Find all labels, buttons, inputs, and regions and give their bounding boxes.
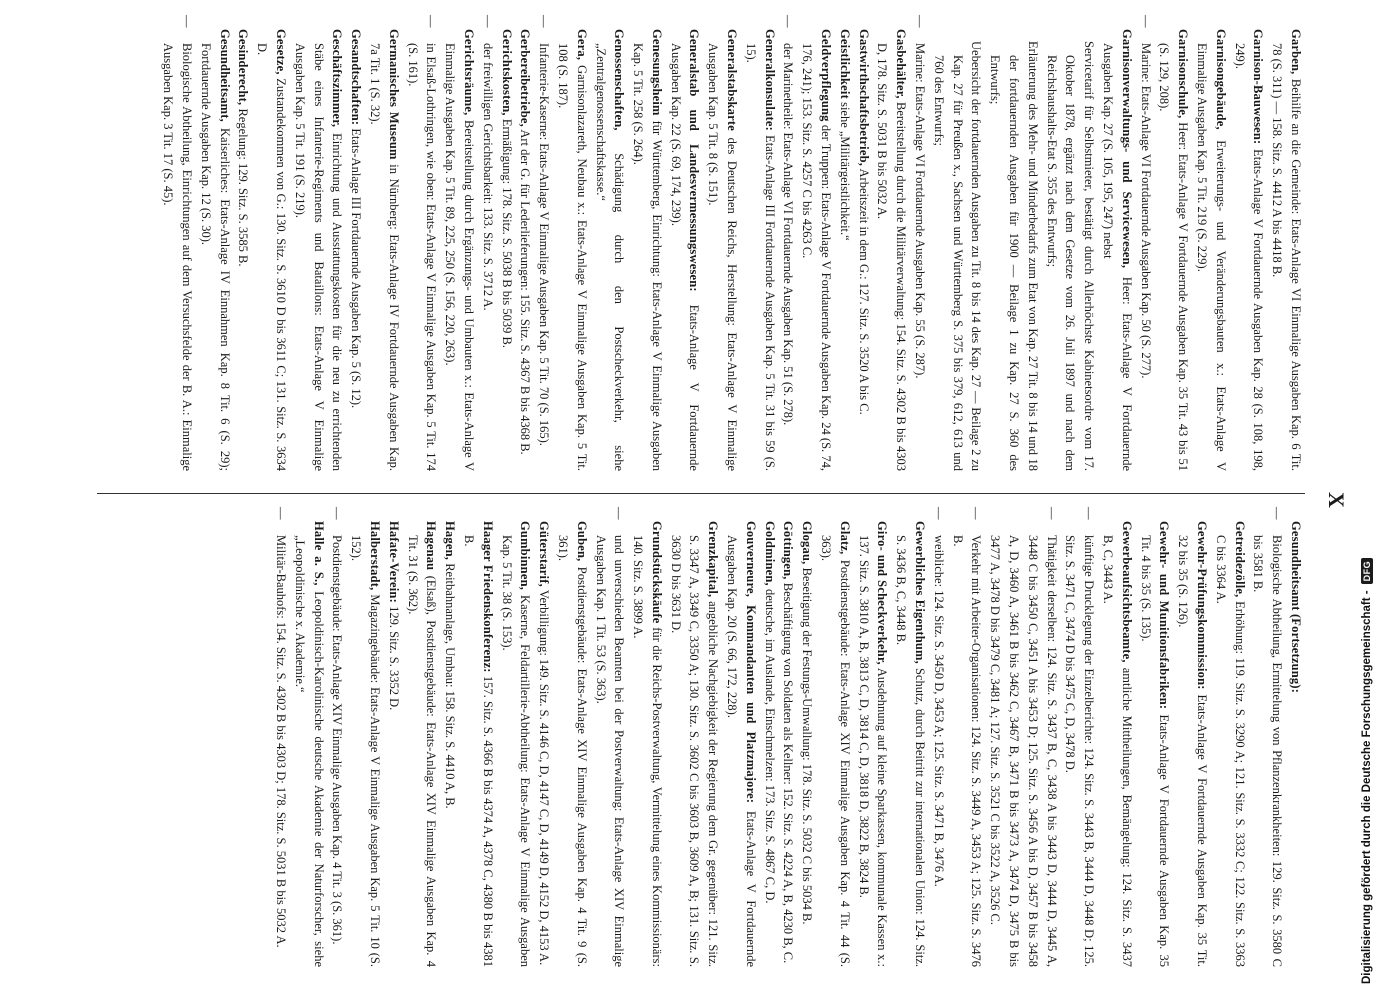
index-entry <box>459 521 497 967</box>
index-references: Postdienstgebäude: Etats-Anlage XIV Einmalige Ausgaben Kap. 4 Tit. 44 (S. 363). <box>818 535 852 968</box>
index-references: 129. Sitz. S. 3352 D. <box>386 606 401 711</box>
index-references: Biologische Abtheilung, Ermittelung von Pflanzenkrankheiten: 129. Sitz. S. 3580 C bis 3581 B. <box>1250 535 1284 967</box>
index-entry <box>947 507 985 967</box>
index-entry <box>665 521 721 967</box>
index-term: Garnison-Bauwesen: <box>1250 29 1265 145</box>
index-term: Gerichtsräume, <box>461 29 476 116</box>
index-term: Grundstückskäufe <box>649 521 664 624</box>
index-references: Etats-Anlage V Fortdauernde Ausgaben Kap. 35 Tit. 32 bis 35 (S. 126). <box>1175 535 1209 968</box>
index-entry <box>1098 29 1136 471</box>
index-entry <box>853 521 891 967</box>
index-references: Etats-Anlage V Fortdauernde Ausgaben Kap. 28 (S. 108, 198, 249). <box>1232 43 1265 472</box>
index-references: und unverschieden Beamten bei der Postverwaltung: Etats-Anlage XIV Einmalige Ausgaben Kap. 1 Tit. 53 (S. 363). <box>593 535 626 967</box>
index-references: der Marinetheile: Etats-Anlage VI Fortdauernde Ausgaben Kap. 51 (S. 278). <box>780 43 795 426</box>
index-term: Generalstabskarte <box>724 29 739 131</box>
index-entry <box>1060 507 1098 967</box>
index-term: Gumbinnen, <box>517 521 532 591</box>
index-references: Uebersicht der fortdauernden Ausgaben zu Tit. 8 bis 14 des Kap. 27 — Beilage 2 zu Kap. 27 für Preußen x., Sachsen und Württemberg S. 375 bis 379, 612, 613 und 760 des Entwurfs; <box>931 41 983 471</box>
index-entry <box>778 521 797 967</box>
index-term: Göttingen, <box>780 521 795 580</box>
continuation-dash: — <box>611 507 626 520</box>
index-references: Verkehr mit Arbeiter-Organisationen: 124. Sitz. S. 3449 A, 3453 A; 125. Sitz. S. 3476 B. <box>950 535 983 967</box>
index-entry <box>665 29 703 471</box>
continuation-dash: — <box>968 507 983 520</box>
index-term: Gerichtskosten, <box>499 29 514 116</box>
index-entry <box>402 15 440 471</box>
index-entry <box>365 29 403 471</box>
index-term: Gera, <box>574 29 589 61</box>
index-entry <box>590 507 628 967</box>
index-entry <box>910 15 929 471</box>
index-term: Grenzkapital, <box>705 521 720 598</box>
index-entry <box>346 29 365 471</box>
index-references: Beihilfe an die Gemeinde: Etats-Anlage VI Einmalige Ausgaben Kap. 6 Tit. 78 (S. 311) — 158. Sitz. S. 4412 A bis 4418 B. <box>1269 43 1303 472</box>
index-entry <box>778 15 797 471</box>
index-term: Gouverneure, Kommandanten und Platzmajore: <box>743 521 758 804</box>
index-references: Reitbahnanlage, Umbau: 158. Sitz. S. 4410 A, B. <box>442 563 457 809</box>
continuation-dash: — <box>329 507 344 520</box>
index-entry <box>553 521 591 967</box>
index-term: Germanisches Museum <box>386 29 401 160</box>
dfg-logo: DFG <box>1361 558 1373 585</box>
index-references: Infanterie-Kaserne: Etats-Anlage V Einmalige Ausgaben Kap. 5 Tit. 70 (S. 165). <box>536 43 551 446</box>
index-references: des Deutschen Reichs, Herstellung: Etats-Anlage V Einmalige Ausgaben Kap. 5 Tit. 8 (S. 151). <box>705 43 739 472</box>
index-references: Heer: Etats-Anlage V Fortdauernde Ausgaben Kap. 27 (S. 105, 195, 247) nebst <box>1100 43 1134 472</box>
index-entry <box>835 29 854 471</box>
index-entry <box>1267 29 1305 471</box>
index-term: Hagenau <box>423 521 438 571</box>
index-references: Zustandekommen von G.: 130. Sitz. S. 3610 D bis 3611 C; 131. Sitz. S. 3634 D. <box>254 43 288 471</box>
index-entry <box>985 507 1060 967</box>
index-term: Getreidezölle, <box>1232 521 1247 598</box>
index-references: Schutz, durch Beitritt zur internationalen Union: 124. Sitz. S. 3436 B, C, 3448 B. <box>893 535 927 968</box>
index-references: Bereitstellung durch Ergänzungs- und Umbauten x.: Etats-Anlage V Einmalige Ausgaben Kap. 5 Tit. 89, 225, 250 (S. 156, 220, 263). <box>442 43 476 471</box>
index-term: Guben, <box>574 521 589 562</box>
index-term: Garben, <box>1288 29 1303 75</box>
index-references: Verbilligung: 149. Sitz. S. 4146 C, D, 4147 C, D, 4149 D, 4152 D, 4153 A. <box>536 589 551 966</box>
index-term: Giro- und Scheckverkehr, <box>874 521 889 665</box>
index-entry <box>872 29 910 471</box>
index-references: Erläuterung des Mehr- und Minderbedarfs zum Etat von Kap. 27 Tit. 8 bis 14 und 18 der fortdauernden Ausgaben für 1900 — Beilage 1 zu Kap. 27 S. 360 des Entwurfs; <box>987 41 1040 471</box>
index-entry <box>346 521 384 967</box>
index-term: Halle a. S., <box>311 521 326 586</box>
index-entry <box>797 29 835 471</box>
continuation-dash: — <box>1044 507 1059 520</box>
index-references: Regelung: 129. Sitz. S. 3585 B. <box>235 108 250 267</box>
footer-credit-text: Digitalisierung gefördert durch die Deutsche Forschungsgemeinschaft - <box>1361 590 1373 984</box>
index-references: Schädigung durch den Postscheckverkehr, siehe „Zentralgenossenschaftskasse.“ <box>593 43 626 472</box>
index-entry <box>1041 29 1097 471</box>
index-references: Kaiserliches: Etats-Anlage IV Einnahmen Kap. 8 Tit. 6 (S. 29); Fortdauernde Ausgaben Kap. 12 (S. 30). <box>198 43 232 471</box>
index-term: Goldminen, <box>762 521 777 586</box>
index-term: Gesundheitsamt, <box>217 29 232 122</box>
index-entry <box>929 29 985 471</box>
index-term: Gewehr-Prüfungskommission: <box>1194 521 1209 690</box>
index-term: Hagen, <box>442 521 457 561</box>
continuation-dash: — <box>1081 507 1096 520</box>
index-term: Gewerbliches Eigenthum, <box>912 521 927 664</box>
index-references: Erhöhung: 119. Sitz. S. 3290 A; 121. Sitz. S. 3332 C; 122. Sitz. S. 3363 C bis 3364 A. <box>1213 535 1247 968</box>
index-references: Militär-Bauhofs: 154. Sitz. S. 4302 B bis 4303 D; 178. Sitz. S. 5031 B bis 5032 A. <box>273 535 288 948</box>
index-entry <box>195 29 233 471</box>
index-entry <box>797 521 816 967</box>
continuation-dash: — <box>480 15 495 28</box>
index-entry <box>891 521 929 967</box>
index-references: der freiwilligen Gerichtsbarkeit: 133. Sitz. S. 3712 A. <box>480 43 495 311</box>
index-entry <box>553 29 591 471</box>
index-entry <box>496 29 515 471</box>
footer-credit <box>1357 0 1377 990</box>
index-term: Hafate-Verein: <box>386 521 401 603</box>
index-references: (Elsaß), Postdienstgebäude: Etats-Anlage XIV Einmalige Ausgaben Kap. 4 Tit. 31 (S. 362). <box>405 535 438 967</box>
index-entry <box>816 521 854 967</box>
index-entry <box>703 29 741 471</box>
index-references: Einrichtung und Ausstattungskosten für die neu zu errichtenden Stäbe eines Infanterie-Regiments und Bataillons: Etats-Anlage V Einmalige Ausgaben Kap. 5 Tit. 191 (S. 219). <box>292 43 344 471</box>
continuation-dash: — <box>780 15 795 28</box>
index-entry <box>929 507 948 967</box>
index-references: weibliche: 124. Sitz. S. 3450 D, 3453 A; 125. Sitz. S. 3471 B, 3476 A. <box>931 535 946 887</box>
index-term: Haager Friedenskonferenz: <box>480 521 495 673</box>
index-references: Kaserne, Feldartillerie-Abtheilung: Etats-Anlage V Einmalige Ausgaben Kap. 5 Tit. 38 (S. 153). <box>499 535 532 968</box>
index-entry <box>1135 521 1173 967</box>
index-references: der Truppen: Etats-Anlage V Fortdauernde Ausgaben Kap. 24 (S. 74, 176, 241); 153. Sitz. S. 4257 C bis 4263 C. <box>799 43 833 472</box>
index-entry <box>1173 521 1211 967</box>
index-references: für Württemberg, Einrichtung: Etats-Anlage V Einmalige Ausgaben Kap. 5 Tit. 258 (S. 264). <box>630 43 664 472</box>
index-term: Gesinderecht, <box>235 29 250 106</box>
index-references: Bereitstellung durch die Militärverwaltung: 154. Sitz. S. 4302 B bis 4303 D, 178. Sitz. S. 5031 B bis 5032 A. <box>874 43 908 471</box>
index-term: Gewerbeaufsichtsbeamte, <box>1119 521 1134 663</box>
index-entry <box>271 507 290 967</box>
document-page <box>77 5 1367 995</box>
index-references: Etats-Anlage V Fortdauernde Ausgaben Kap. 35 Tit. 4 bis 35 (S. 135). <box>1138 535 1171 967</box>
index-references: in Elsaß-Lothringen, wie oben: Etats-Anlage V Einmalige Ausgaben Kap. 5 Tit. 174 (S. 161). <box>405 43 438 471</box>
index-references: künftige Drucklegung der Einzelberichte: 124. Sitz. S. 3443 B, 3444 D, 3448 D; 125. Sitz. S. 3471 C, 3474 D bis 3475 C, D, 3478 D. <box>1062 535 1096 967</box>
index-term: Garnisonverwaltungs- und Servicewesen, <box>1119 29 1134 269</box>
index-references: Thätigkeit derselben: 124. Sitz. S. 3437 B, C, 3438 A bis 3443 D, 3444 D, 3445 A, 3448 C bis 3450 C, 3451 A bis 3453 D; 125. Sitz. S. 3456 A bis D, 3457 B bis 3458 A, D, 3460 A, 3461 B bis 3462 C, 3467 B, 3471 B bis 3473 A, 3474 D, 3475 B bis 3477 A, 3478 D bis 3479 C, 3481 A; 127. Sitz. S. 3521 C bis 3522 A, 3526 C. <box>987 535 1059 967</box>
index-term: Genossenschaften, <box>611 29 626 131</box>
index-references: Heer: Etats-Anlage V Fortdauernde Ausgaben Kap. 35 Tit. 43 bis 51 (S. 129, 208). <box>1156 43 1190 472</box>
index-entry <box>722 521 760 967</box>
continuation-dash: — <box>931 507 946 520</box>
continuation-dash: — <box>1269 507 1284 520</box>
index-entry <box>590 29 628 471</box>
index-references: für die Reichs-Postverwaltung, Vermittelung eines Kommissionärs: 140. Sitz. S. 3899 A. <box>630 535 664 967</box>
index-entry <box>741 29 779 471</box>
index-term: Gesundheitsamt (Fortsetzung): <box>1288 521 1303 694</box>
index-term: Geistlichkeit <box>837 29 852 99</box>
index-references: siehe „Militärgeistlichkeit.“ <box>837 102 852 241</box>
index-term: Glogau, <box>799 521 814 565</box>
index-references: Etats-Anlage V Fortdauernde Ausgaben Kap. 22 (S. 69, 174, 239). <box>668 43 701 471</box>
index-references: Etats-Anlage III Fortdauernde Ausgaben Kap. 5 (S. 12). <box>348 128 363 409</box>
index-term: Gastwirthschaftsbetrieb, <box>856 29 871 167</box>
column-divider <box>97 493 1305 494</box>
continuation-dash: — <box>912 15 927 28</box>
continuation-dash: — <box>423 15 438 28</box>
index-references: Biologische Abtheilung, Einrichtungen auf dem Versuchsfelde der B. A.: Einmalige Ausgaben Kap. 3 Tit. 17 (S. 45). <box>160 43 194 471</box>
index-entry <box>534 15 553 471</box>
index-entry <box>1248 507 1286 967</box>
index-term: Garnisongebäude, <box>1213 29 1228 130</box>
index-entry <box>1192 29 1230 471</box>
index-term: Generalstab und Landesvermessungswesen: <box>687 29 701 292</box>
index-references: Postdienstgebäude: Etats-Anlage XIV Einmalige Ausgaben Kap. 4 Tit. 3 (S. 361). <box>329 535 344 945</box>
index-entry <box>440 521 459 967</box>
index-references: in Nürnberg: Etats-Anlage IV Fortdauernde Ausgaben Kap. 7a Tit. 1 (S. 32). <box>367 43 401 471</box>
index-term: Garnisonschule, <box>1175 29 1190 119</box>
index-entry <box>515 29 534 471</box>
index-term: Halberstadt, <box>367 521 382 591</box>
index-references: angebliche Nachgiebigkeit der Regierung dem Gr. gegenüber: 121. Sitz. S. 3347 A, 3349 C, 3350 A; 130. Sitz. S. 3602 C bis 3603 B, 3609 A, B; 131. Sitz. S. 3630 D bis 3631 D. <box>668 535 720 967</box>
index-term: Glatz, <box>837 521 852 555</box>
index-references: Ausdehnung auf kleine Sparkassen, kommunale Kassen x.: 137. Sitz. S. 3810 A, B, 3813 C, D, 3814 C, D, 3818 D, 3822 B, 3824 B. <box>856 535 889 967</box>
index-entry <box>1135 15 1154 471</box>
continuation-dash: — <box>273 507 288 520</box>
index-entry <box>252 29 290 471</box>
index-entry <box>759 521 778 967</box>
index-references: Ermäßigung: 178. Sitz. S. 5038 B bis 5039 B. <box>499 118 514 348</box>
index-entry <box>1098 521 1136 967</box>
left-column <box>97 15 1305 472</box>
index-entry <box>327 507 346 967</box>
index-references: 157. Sitz. S. 4366 B bis 4374 A, 4378 C, 4380 B bis 4381 B. <box>461 535 495 967</box>
index-entry <box>383 521 402 967</box>
index-entry <box>158 15 196 471</box>
index-entry <box>628 521 666 967</box>
index-term: Gesetze, <box>273 29 288 75</box>
index-references: Etats-Anlage V Fortdauernde Ausgaben Kap. 20 (S. 66, 172, 228). <box>724 535 758 968</box>
index-references: deutsche, im Auslande, Einschmelzen: 173. Sitz. S. 4867 C, D. <box>762 589 777 904</box>
index-term: Güterstarif, <box>536 521 551 587</box>
index-term: Geschäftszimmer, <box>329 29 344 128</box>
index-entry <box>289 521 327 967</box>
index-entry <box>985 29 1041 471</box>
index-entry <box>1229 29 1267 471</box>
index-references: Servicetarif für Selbstmieter, bestätigt durch Allerhöchste Kabinetsordre vom 17. Oktober 1878, ergänzt nach dem Gesetze vom 26. Juli 1897 und nach dem Reichshaushalts-Etat S. 355 des Entwurfs; <box>1044 41 1096 471</box>
index-entry <box>1286 521 1305 967</box>
index-term: Gesandtschaften: <box>348 29 363 126</box>
index-term: Genesungsheim <box>649 29 664 116</box>
index-entry <box>440 29 478 471</box>
index-entry <box>496 521 534 967</box>
index-references: Beseitigung der Festungs-Umwallung: 178. Sitz. S. 5032 C bis 5034 B. <box>799 567 814 925</box>
index-references: Beschäftigung von Soldaten als Kellner: 152. Sitz. S. 4224 A, B, 4230 B, C. <box>780 582 795 964</box>
index-entry <box>289 29 345 471</box>
index-references: Arbeitszeit in dem G.: 127. Sitz. S. 3520 A bis C. <box>856 168 871 415</box>
index-references: amtliche Mittheilungen, Bemängelung: 124. Sitz. S. 3437 B, C, 3443 A. <box>1100 535 1134 967</box>
index-references: Magazingebäude: Etats-Anlage V Einmalige Ausgaben Kap. 5 Tit. 10 (S. 152). <box>348 535 382 967</box>
index-references: Etats-Anlage III Fortdauernde Ausgaben Kap. 5 Tit. 31 bis 59 (S. 15). <box>743 43 777 471</box>
index-term: Gewehr- und Munitionsfabriken: <box>1156 521 1171 710</box>
index-entry <box>1211 521 1249 967</box>
index-entry <box>628 29 666 471</box>
index-entry <box>1154 29 1192 471</box>
index-references: Erweiterungs- und Veränderungsbauten x.: Etats-Anlage V Einmalige Ausgaben Kap. 5 Tit. 219 (S. 229). <box>1194 43 1228 472</box>
continuation-dash: — <box>1138 15 1153 28</box>
footer-strip <box>1357 0 1383 1000</box>
index-term: Gerbereibetriebe, <box>517 29 532 127</box>
index-references: Art der G. für Lederlieferungen: 155. Sitz. S. 4367 B bis 4368 B. <box>517 129 532 455</box>
right-column <box>97 507 1305 968</box>
index-references: Garnisonlazareth, Neubau x.: Etats-Anlage V Einmalige Ausgaben Kap. 5 Tit. 108 (S. 187). <box>555 43 589 472</box>
index-term: Generalkonsulate: <box>762 29 777 132</box>
index-entry <box>402 521 440 967</box>
continuation-dash: — <box>536 15 551 28</box>
index-entry <box>853 29 872 471</box>
continuation-dash: — <box>179 15 194 28</box>
index-entry <box>534 521 553 967</box>
index-references: Leopoldinisch-Karolinische deutsche Akademie der Naturforscher, siehe „Leopoldinische x. Akademie.“ <box>292 535 326 967</box>
page-number: X <box>1323 492 1349 508</box>
index-entry <box>477 15 496 471</box>
index-term: Geldverpflegung <box>818 29 833 122</box>
index-references: Marine: Etats-Anlage VI Fortdauernde Ausgaben Kap. 50 (S. 277). <box>1138 43 1153 379</box>
index-term: Gasbehälter, <box>893 29 908 99</box>
index-references: Postdienstgebäude: Etats-Anlage XIV Einmalige Ausgaben Kap. 4 Tit. 9 (S. 361). <box>555 535 589 967</box>
index-references: Marine: Etats-Anlage VI Fortdauernde Ausgaben Kap. 55 (S. 287). <box>912 43 927 379</box>
index-entry <box>233 29 252 471</box>
